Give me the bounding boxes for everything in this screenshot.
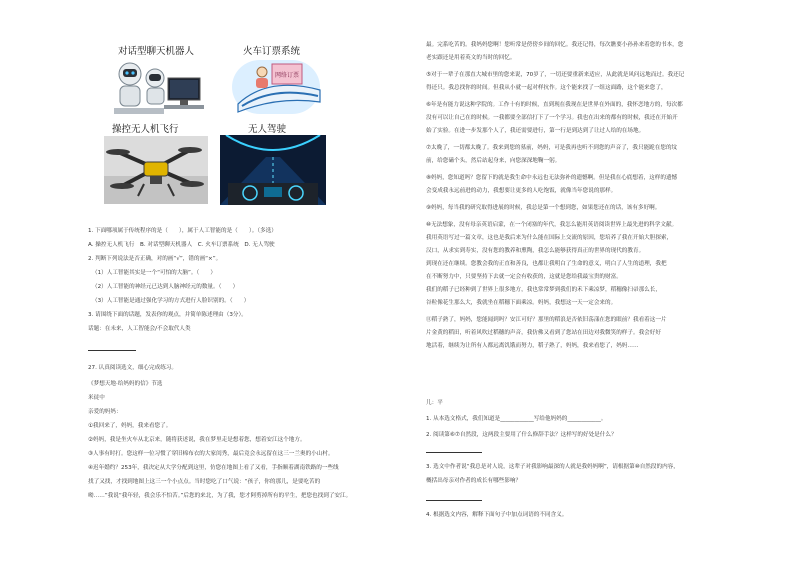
q2-text: 2. 判断下列说法是否正确，对的画“√”，错的画“×”。 xyxy=(88,256,222,262)
q1-options: A. 操控无人机飞行 B. 对话型聊天机器人 C. 火车订票系统 D. 无人驾驶 xyxy=(88,242,275,248)
right-line-17: 在不断努力中，只要坚持下去就一定会有收获的，这就是您给我最宝贵的财富。 xyxy=(426,274,622,280)
right-line-1: 最。完系吃苦的。我妈妈您啊！您听常是傍傍乡间的回忆。我还记得，每次瞧要小孙孙来着您的书本，您 xyxy=(426,42,684,48)
question-2: 2. 阅读第⑥⑦自然段，这两段主要用了什么修辞手法？这样写的好处是什么？ xyxy=(426,432,617,438)
right-line-3: ⑤对于一辈子在那直大城市里的您来说，70岁了，一切还要重新来适应，从此就是风问远地而过。我还记 xyxy=(426,72,685,78)
right-line-22: 地活着，继续为让所有人都远离饥饿而努力，稻子熟了，妈妈，我来看您了，妈妈…… xyxy=(426,343,639,349)
right-line-11: 会变成我永远前进的动力，我想要让更多的人吃饱饭，就像当年您说的那样。 xyxy=(426,188,617,194)
right-line-4: 得还只。我总找你的时间。但我从小就一起对样抗作。这个能来找了一组这面路，这个能来您了， xyxy=(426,85,667,91)
passage-para-4c: 呦……”我说“我年轻，我会乐不怕苦。”后您的来北，为了我，您才阿剪掉所有的平生，把您也找到了安江。 xyxy=(88,493,352,499)
passage-para-4a: ④迟年婚约？253年，我决定从大学分配到这里，仿您在地图上看了又看，手指顺着湖南铁路的一些线 xyxy=(88,465,339,471)
right-line-16: 到现在还在继续。您教会我的正直和善良，也都让我明白了生命的意义，明白了人生的道理，我把 xyxy=(426,261,667,267)
right-line-10: ⑧妈妈，您知道吗？您留下的就是我生命中永远也无法弥补的遗憾啊。但是我在心底想着，这样的遗憾 xyxy=(426,175,678,181)
right-line-13: ⑩无法想象，没有母亲英语启蒙，在一个闭塞的年代，我怎么能用英语阅读世界上最先进的科学文献。 xyxy=(426,222,678,228)
right-line-9: 前，给您磕个头，然后站起身来，向您深深地鞠一躬。 xyxy=(426,158,561,164)
right-line-6: 没有可以让自己在的时候。一我都要全部信打下了一个学习。我也在出来的都有的时候，我还在开始开 xyxy=(426,115,678,121)
q1-text: 1. 下面哪项属于传统程序的是（ ），属于人工智能的是（ ）。（多选） xyxy=(88,228,277,234)
ticket-system-image xyxy=(228,56,324,118)
answer-line-q3 xyxy=(426,500,482,501)
letter-signature: 儿：平 xyxy=(426,400,443,406)
passage-title: 《梦想天地·给妈妈的信》节选 xyxy=(88,381,163,387)
question-3b: 概括出母亲对作者的成长有哪些影响？ xyxy=(426,478,522,484)
answer-line xyxy=(88,350,136,351)
right-line-12: ⑨妈妈，每当我的研究取得进展的时候，我总是第一个想到您，如果您还在的话，该有多好啊。 xyxy=(426,205,661,211)
ticket-caption: 火车订票系统 xyxy=(243,46,301,57)
passage-para-4b: 找了又找，才找到地图上这三一个小点点。当时您吃了口气说：“孩子，你的那儿，是要吃苦的 xyxy=(88,479,321,485)
right-line-5: ⑥年是有能力说这种学院的。工作十有的时候，直到现在我现在是世界在外面的，我怀恋地方的，每次都 xyxy=(426,102,683,108)
q3-text: 3. 请围绕下面的话题，发表你的观点，并简单陈述理由（3分）。 xyxy=(88,312,247,318)
right-line-2: 老实跟还是用着英文的当时的回忆。 xyxy=(426,55,516,61)
chatbot-caption: 对话型聊天机器人 xyxy=(118,46,195,57)
right-line-21: 片金黄的稻田，听着风吹过稻穗的声音，我仿佛又看到了您站在田边对我微笑的样子。我会好好 xyxy=(426,330,661,336)
ticket-screen-text: 网络订票 xyxy=(274,72,300,79)
question-1: 1. 从本选文格式，我们知道是____________写给他妈妈的____________。 xyxy=(426,416,607,422)
q2-item-3: （3）人工智能是通过强化学习的方式进行人脸识别的。（ ） xyxy=(92,298,250,304)
passage-para-2: ②妈妈，我是坐火车从北京来，随将获述说，我在梦里走是想着您，想着安江这个地方。 xyxy=(88,437,306,443)
self-driving-car-image xyxy=(220,135,326,205)
chatbot-robot-image xyxy=(110,58,206,120)
right-line-8: ⑦太晚了，一切都太晚了。我来到您的墓前，妈妈，可是我再也听不到您的声音了，我只能跪在您的坟 xyxy=(426,145,678,151)
right-line-7: 始了实验。在进一步发那个人了，我还需要进行，第一行是到达到了让过人给的在场地。 xyxy=(426,128,645,134)
passage-para-1: ①我回来了，妈妈，我来看您了。 xyxy=(88,423,172,429)
q3-topic: 话题：在未来，人工智能会/不会取代人类 xyxy=(88,326,191,332)
right-line-14: 我用英语写过一篇文章，这也是我后来为什么能在国际上交流的原因，您培养了我在开始大胆探索， xyxy=(426,235,673,241)
q27-intro: 27. 认真阅读选文，细心完成练习。 xyxy=(88,365,177,371)
drone-caption: 操控无人机飞行 xyxy=(112,124,179,135)
passage-author: 米徒中 xyxy=(88,395,105,401)
right-line-18: 我们的稻子已经种到了世界上很多地方，我也常常梦到我们的禾下乘凉梦，稻穗像扫帚那么长， xyxy=(426,287,661,293)
question-3a: 3. 选文中作者说“我总是对人说，这辈子对我影响最深的人就是我妈妈啊”，请根据第⑩自然段的内容， xyxy=(426,464,679,470)
question-4: 4. 根据选文内容，解释下面句子中加点词语的不同含义。 xyxy=(426,512,568,518)
passage-salutation: 亲爱的妈妈： xyxy=(88,409,122,415)
right-line-20: ⑪稻子熟了，妈妈，您能闻到吗？安江可好？那里的稻浪是否依旧荡漾在您的眼前？我看着这一片 xyxy=(426,317,667,323)
q2-item-1: （1）人工智能其实是一个“可怕的大脑”。（ ） xyxy=(92,270,217,276)
answer-line-q2 xyxy=(426,452,482,453)
passage-para-3: ③人事有时打。您这样一位习惯了穿旧棉布衣的大家闺秀，最后竟会永远留在这三一兰奥的小山村。 xyxy=(88,451,334,457)
q2-item-2: （2）人工智能的神经元已达到人脑神经元的数量。（ ） xyxy=(92,284,239,290)
right-line-15: 汉口，从求实到寿实，没有您的教养和熏陶，我怎么能够获得真正的世界的现代的教育。 xyxy=(426,248,645,254)
right-line-19: 谷粒像花生那么大，我就坐在稻穗下面乘凉。妈妈，我想这一天一定会来的。 xyxy=(426,300,617,306)
car-caption: 无人驾驶 xyxy=(248,124,287,135)
drone-image xyxy=(104,136,208,204)
